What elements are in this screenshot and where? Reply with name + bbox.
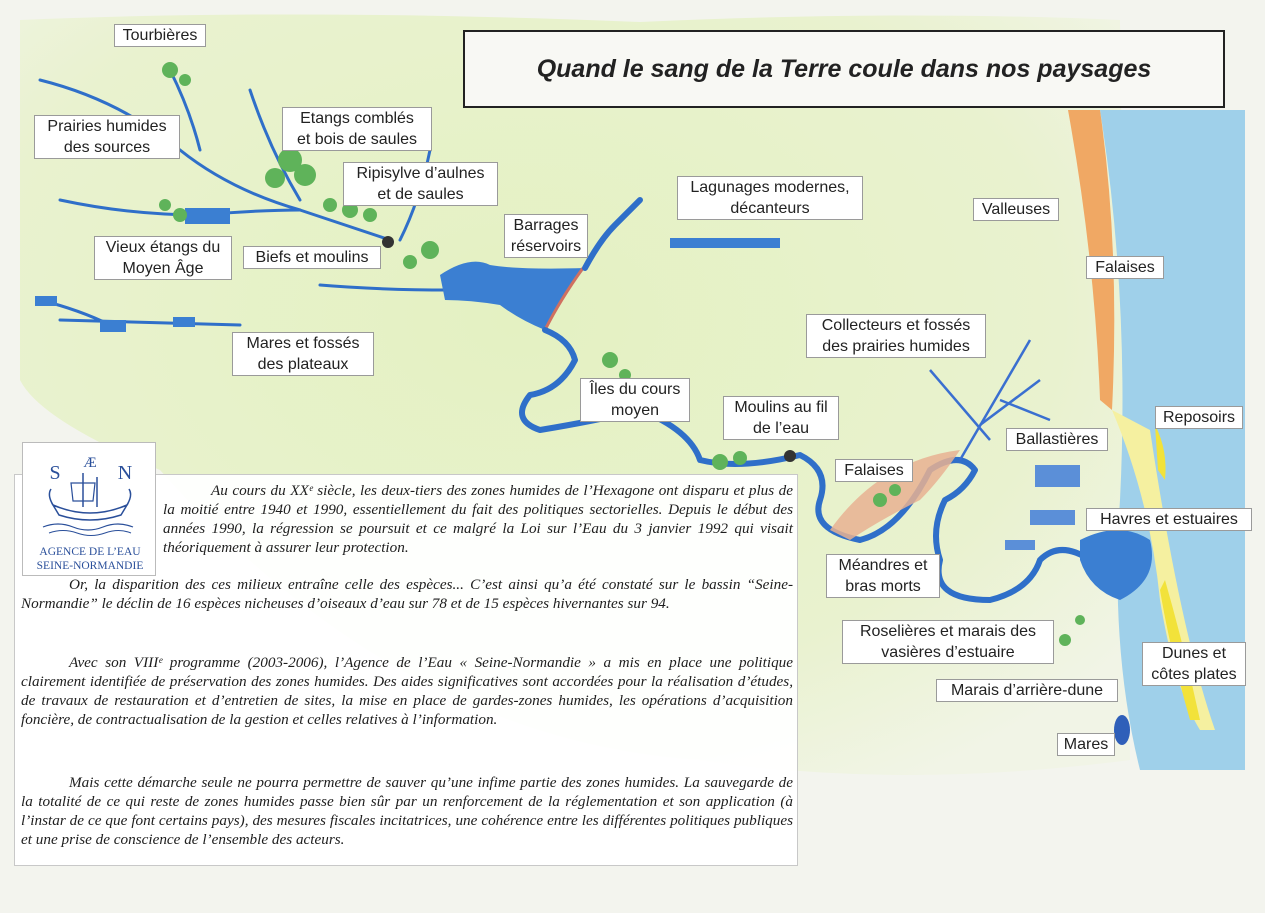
label-meandres bbox=[826, 554, 940, 598]
label-line: et bois de saules bbox=[296, 131, 418, 148]
logo-caption-line2: SEINE-NORMANDIE bbox=[36, 560, 144, 572]
label-line: Moulins au fil bbox=[734, 399, 828, 416]
label-line: Ballastières bbox=[1015, 431, 1099, 448]
label-line: réservoirs bbox=[510, 238, 582, 255]
label-ripisylve bbox=[343, 162, 498, 206]
label-line: Îles du cours bbox=[589, 381, 681, 398]
label-falaises-cote bbox=[1086, 256, 1164, 279]
label-dunes bbox=[1142, 642, 1246, 686]
label-line: Lagunages modernes, bbox=[690, 179, 850, 196]
logo-monogram-right: N bbox=[117, 462, 133, 484]
label-line: Havres et estuaires bbox=[1100, 511, 1238, 528]
label-mares bbox=[1057, 733, 1115, 756]
label-line: moyen bbox=[610, 402, 660, 419]
label-line: Vieux étangs du bbox=[105, 239, 221, 256]
label-barrages bbox=[504, 214, 588, 258]
paragraph-2: Or, la disparition des ces milieux entraîne celle des espèces... C’est ainsi qu’a été constaté sur le bassin “Seine-Normandie” le déclin de 16 espèces nicheuses d’oiseaux d’eau sur 78 et de 15 espèces hivernantes sur 94. bbox=[21, 576, 793, 612]
label-ballastieres bbox=[1006, 428, 1108, 451]
label-line: Ripisylve d’aulnes bbox=[356, 165, 485, 182]
label-havres bbox=[1086, 508, 1252, 531]
label-line: Mares bbox=[1063, 736, 1109, 753]
label-line: et de saules bbox=[377, 186, 464, 203]
label-line: des prairies humides bbox=[822, 338, 970, 355]
label-roselieres bbox=[842, 620, 1054, 664]
label-line: Dunes et bbox=[1161, 645, 1227, 662]
label-line: vasières d’estuaire bbox=[881, 644, 1015, 661]
label-line: Moyen Âge bbox=[122, 260, 204, 277]
logo-monogram-left: S bbox=[49, 462, 61, 484]
label-lagunages bbox=[677, 176, 863, 220]
label-line: de l’eau bbox=[752, 420, 810, 437]
label-line: Roselières et marais des bbox=[859, 623, 1037, 640]
label-line: décanteurs bbox=[730, 200, 810, 217]
sailing-ship-icon bbox=[23, 443, 157, 543]
label-line: des plateaux bbox=[257, 356, 349, 373]
label-line: Barrages bbox=[513, 217, 579, 234]
agency-logo bbox=[22, 442, 156, 576]
logo-caption-line1: AGENCE DE L’EAU bbox=[39, 546, 141, 558]
label-line: Prairies humides bbox=[47, 118, 167, 135]
label-line: Mares et fossés bbox=[246, 335, 360, 352]
label-line: Etangs comblés bbox=[300, 110, 414, 127]
logo-monogram-top: Æ bbox=[83, 455, 97, 471]
label-reposoirs bbox=[1155, 406, 1243, 429]
label-line: Collecteurs et fossés bbox=[821, 317, 971, 334]
label-line: côtes plates bbox=[1151, 666, 1237, 683]
label-line: Biefs et moulins bbox=[255, 249, 369, 266]
label-falaises-riviere bbox=[835, 459, 913, 482]
paragraph-1: Au cours du XXᵉ siècle, les deux-tiers des zones humides de l’Hexagone ont disparu et plus de la moitié entre 1940 et 1990, essentiellement du fait des politiques sectorielles. Depuis le début des années 1990, la régression se poursuit et ce malgré la Loi sur l’Eau du 3 janvier 1992 qui visait théoriquement à assurer leur protection. bbox=[163, 482, 793, 556]
label-line: Tourbières bbox=[122, 27, 198, 44]
label-moulins-fil bbox=[723, 396, 839, 440]
label-line: des sources bbox=[63, 139, 151, 156]
label-marais-arriere bbox=[936, 679, 1118, 702]
label-mares-fosses bbox=[232, 332, 374, 376]
label-vieux-etangs bbox=[94, 236, 232, 280]
page-title: Quand le sang de la Terre coule dans nos paysages bbox=[536, 54, 1152, 83]
label-line: Reposoirs bbox=[1162, 409, 1236, 426]
paragraph-4: Mais cette démarche seule ne pourra permettre de sauver qu’une infime partie des zones humides. La sauvegarde de la totalité de ce qui reste de zones humides passe bien sûr par un renforcement de la réglementation et son application (à l’instar de ce que font certains pays), des mesures fiscales incitatrices, une cohérence entre les différentes politiques publiques et une prise de conscience de l’ensemble des acteurs. bbox=[21, 774, 793, 848]
label-tourbieres bbox=[114, 24, 206, 47]
label-line: Valleuses bbox=[981, 201, 1051, 218]
label-iles bbox=[580, 378, 690, 422]
title-box bbox=[463, 30, 1225, 108]
label-line: Falaises bbox=[1095, 259, 1155, 276]
label-line: Marais d’arrière-dune bbox=[950, 682, 1104, 699]
label-prairies-humides-sources bbox=[34, 115, 180, 159]
label-valleuses bbox=[973, 198, 1059, 221]
label-line: Méandres et bbox=[838, 557, 928, 574]
label-collecteurs bbox=[806, 314, 986, 358]
label-etangs-combles bbox=[282, 107, 432, 151]
label-line: Falaises bbox=[844, 462, 904, 479]
label-biefs bbox=[243, 246, 381, 269]
label-line: bras morts bbox=[845, 578, 921, 595]
paragraph-3: Avec son VIIIᵉ programme (2003-2006), l’Agence de l’Eau « Seine-Normandie » a mis en place une politique clairement identifiée de préservation des zones humides. Des aides significatives sont accordées pour la réalisation d’études, de travaux de restauration et d’entretien de sites, la mise en place de gardes-zones humides, les opérations d’acquisition foncière, de contractualisation de la gestion et celles relatives à l’information. bbox=[21, 654, 793, 728]
